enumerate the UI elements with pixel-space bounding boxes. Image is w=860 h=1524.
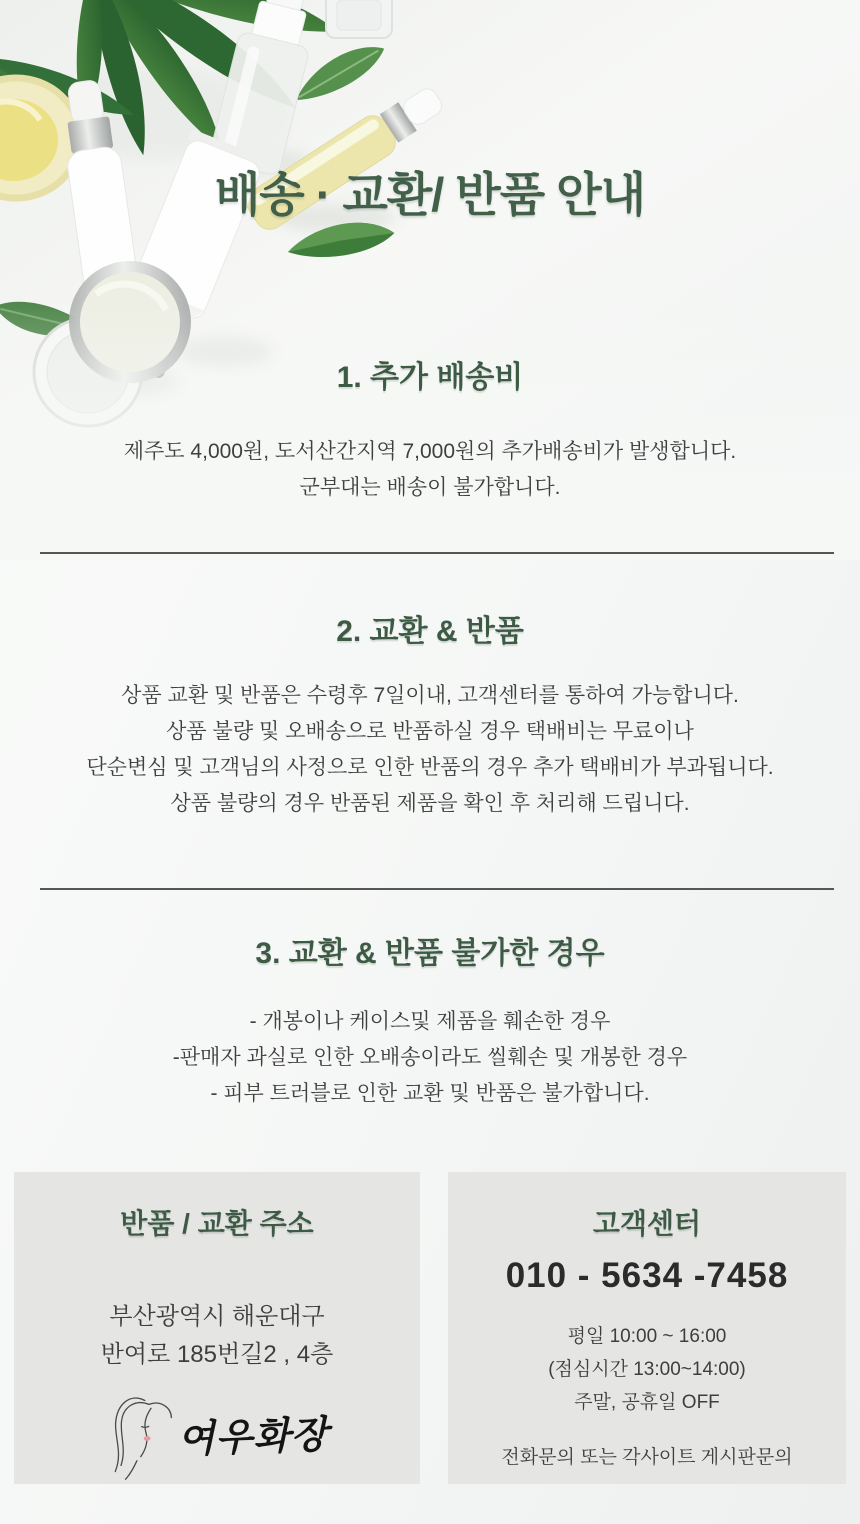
section-extra-shipping-fee (0, 352, 860, 506)
section-body (0, 1004, 860, 1112)
hours-line: 주말, 공휴일 OFF (574, 1392, 720, 1413)
section-line: 제주도 4,000원, 도서산간지역 7,000원의 추가배송비가 발생합니다. (123, 440, 737, 463)
section-heading: 3. 교환 & 반품 불가한 경우 (255, 937, 605, 970)
customer-center-box (448, 1172, 846, 1484)
hours-line: 평일 10:00 ~ 16:00 (567, 1326, 727, 1347)
return-address-heading: 반품 / 교환 주소 (120, 1208, 314, 1239)
section-heading: 1. 추가 배송비 (336, 361, 524, 394)
section-line: 상품 교환 및 반품은 수령후 7일이내, 고객센터를 통하여 가능합니다. (121, 684, 739, 707)
woman-face-sketch-icon (104, 1385, 185, 1488)
section-heading: 2. 교환 & 반품 (336, 615, 524, 648)
section-line: -판매자 과실로 인한 오배송이라도 씰훼손 및 개봉한 경우 (172, 1046, 688, 1069)
address-line: 반여로 185번길2 , 4층 (100, 1341, 334, 1368)
page-title: 배송 · 교환/ 반품 안내 (214, 168, 646, 221)
section-line: 상품 불량 및 오배송으로 반품하실 경우 택배비는 무료이나 (166, 720, 694, 743)
section-line: 군부대는 배송이 불가합니다. (299, 476, 561, 499)
brand-logo (12, 1377, 421, 1491)
hours-line: (점심시간 13:00~14:00) (548, 1359, 746, 1380)
address-line: 부산광역시 해운대구 (109, 1303, 325, 1330)
section-exchange-return (0, 606, 860, 822)
section-line: 상품 불량의 경우 반품된 제품을 확인 후 처리해 드립니다. (170, 792, 690, 815)
return-address-box (14, 1172, 420, 1484)
divider (40, 552, 834, 554)
phone-number: 010 - 5634 -7458 (505, 1256, 789, 1295)
brand-logo-text: 여우화장 (176, 1410, 330, 1461)
section-line: - 피부 트러블로 인한 교환 및 반품은 불가합니다. (210, 1082, 650, 1105)
return-address (14, 1298, 420, 1374)
section-not-returnable-cases (0, 928, 860, 1112)
section-body (0, 678, 860, 822)
contact-note: 전화문의 또는 각사이트 게시판문의 (501, 1447, 793, 1468)
customer-center-heading: 고객센터 (592, 1208, 702, 1239)
divider (40, 888, 834, 890)
square-glass-jar (326, 0, 392, 38)
section-body (0, 434, 860, 506)
section-line: 단순변심 및 고객님의 사정으로 인한 반품의 경우 추가 택배비가 부과됩니다. (86, 756, 774, 779)
section-line: - 개봉이나 케이스및 제품을 훼손한 경우 (249, 1010, 611, 1033)
business-hours (448, 1320, 846, 1419)
